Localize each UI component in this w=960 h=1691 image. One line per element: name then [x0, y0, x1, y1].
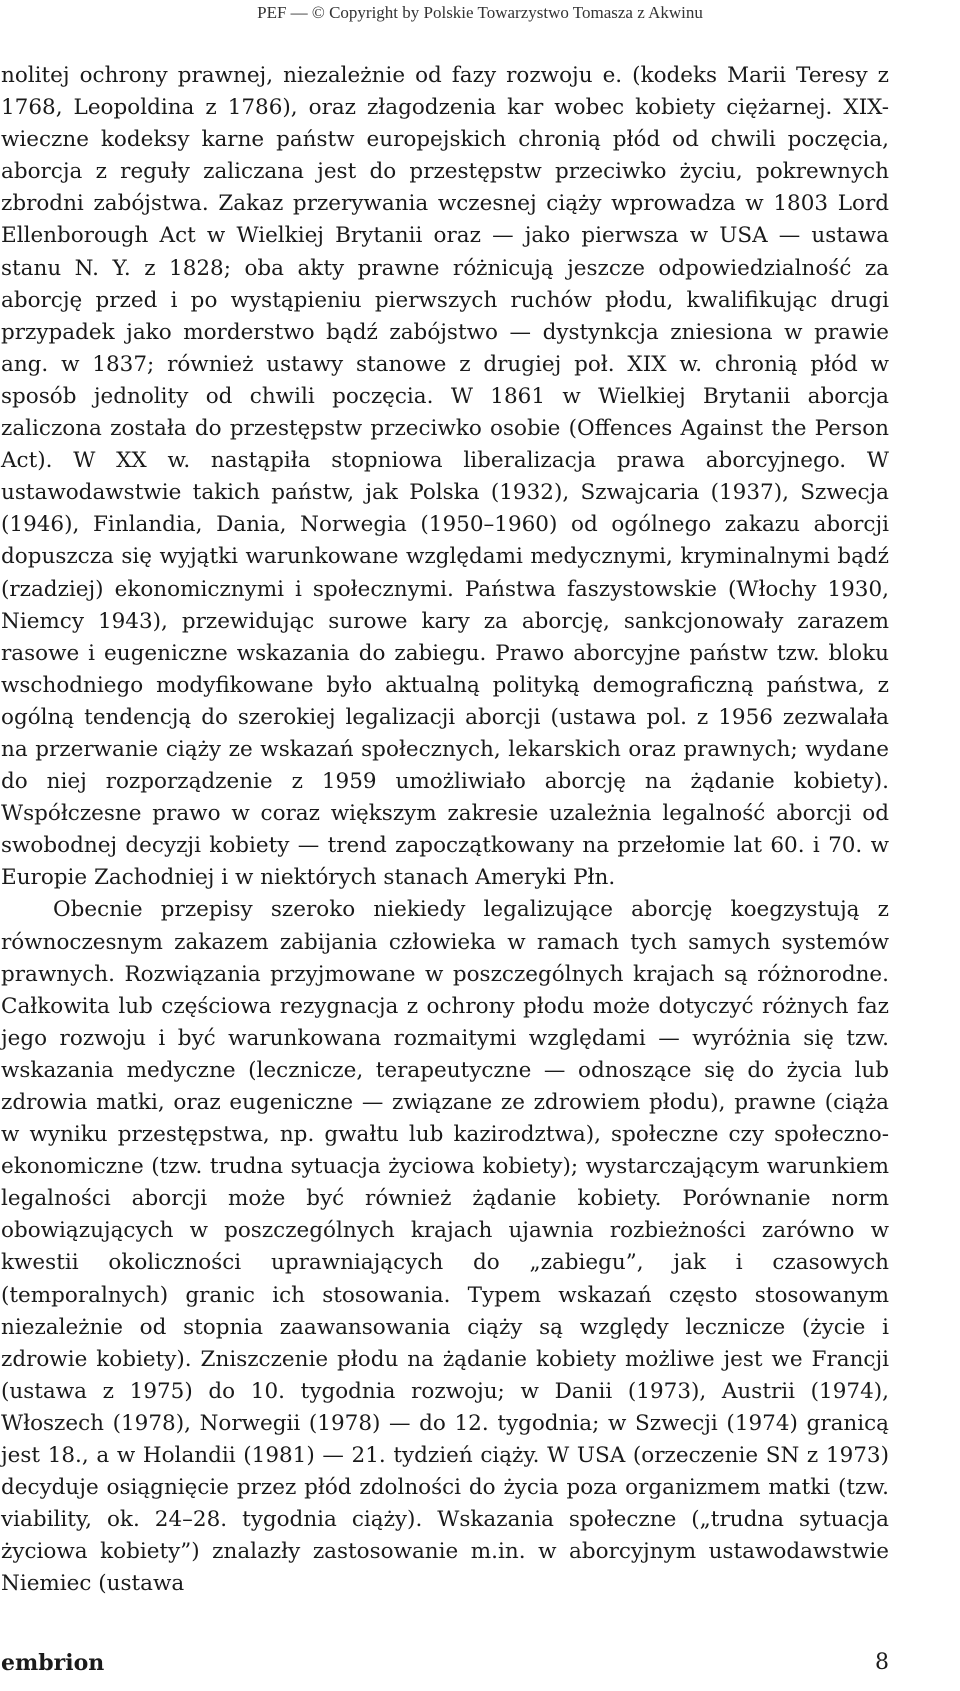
page-number: 8	[875, 1650, 889, 1675]
entry-word: embrion	[1, 1650, 105, 1676]
paragraph-1: nolitej ochrony prawnej, niezależnie od fazy rozwoju e. (kodeks Marii Teresy z 1768, Leopoldina z 1786), oraz złagodzenia kar wobec kobiety ciężarnej. XIX-wieczne kodeksy karne państw europejskich chronią płód od chwili poczęcia, aborcja z reguły zaliczana jest do przestępstw przeciwko życiu, pokrewnych zbrodni zabójstwa. Zakaz przerywania wczesnej ciąży wprowadza w 1803 Lord Ellenborough Act w Wielkiej Brytanii oraz — jako pierwsza w USA — ustawa stanu N. Y. z 1828; oba akty prawne różnicują jeszcze odpowiedzialność za aborcję przed i po wystąpieniu pierwszych ruchów płodu, kwalifikując drugi przypadek jako morderstwo bądź zabójstwo — dystynkcja zniesiona w prawie ang. w 1837; również ustawy stanowe z drugiej poł. XIX w. chronią płód w sposób jednolity od chwili poczęcia. W 1861 w Wielkiej Brytanii aborcja zaliczona została do przestępstw przeciwko osobie (Offences Against the Person Act). W XX w. nastąpiła stopniowa liberalizacja prawa aborcyjnego. W ustawodawstwie takich państw, jak Polska (1932), Szwajcaria (1937), Szwecja (1946), Finlandia, Dania, Norwegia (1950–1960) od ogólnego zakazu aborcji dopuszcza się wyjątki warunkowane względami medycznymi, kryminalnymi bądź (rzadziej) ekonomicznymi i społecznymi. Państwa faszystowskie (Włochy 1930, Niemcy 1943), przewidując surowe kary za aborcję, sankcjonowały zarazem rasowe i eugeniczne wskazania do zabiegu. Prawo aborcyjne państw tzw. bloku wschodniego modyfikowane było aktualną polityką demograficzną państwa, z ogólną tendencją do szerokiej legalizacji aborcji (ustawa pol. z 1956 zezwalała na przerwanie ciąży ze wskazań społecznych, lekarskich oraz prawnych; wydane do niej rozporządzenie z 1959 umożliwiało aborcję na żądanie kobiety). Współczesne prawo w coraz większym zakresie uzależnia legalność aborcji od swobodnej decyzji kobiety — trend zapoczątkowany na przełomie lat 60. i 70. w Europie Zachodniej i w niektórych stanach Ameryki Płn.	[1, 63, 889, 891]
page-footer	[1, 1647, 889, 1679]
page-header: PEF — © Copyright by Polskie Towarzystwo Tomasza z Akwinu	[257, 3, 703, 22]
paragraph-2: Obecnie przepisy szeroko niekiedy legalizujące aborcję koegzystują z równoczesnym zakazem zabijania człowieka w ramach tych samych systemów prawnych. Rozwiązania przyjmowane w poszczególnych krajach są różnorodne. Całkowita lub częściowa rezygnacja z ochrony płodu może dotyczyć różnych faz jego rozwoju i być warunkowana rozmaitymi względami — wyróżnia się tzw. wskazania medyczne (lecznicze, terapeutyczne — odnoszące się do życia lub zdrowia matki, oraz eugeniczne — związane ze zdrowiem płodu), prawne (ciąża w wyniku przestępstwa, np. gwałtu lub kazirodztwa), społeczne czy społeczno-ekonomiczne (tzw. trudna sytuacja życiowa kobiety); wystarczającym warunkiem legalności aborcji może być również żądanie kobiety. Porównanie norm obowiązujących w poszczególnych krajach ujawnia rozbieżności zarówno w kwestii okoliczności uprawniających do „zabiegu”, jak i czasowych (temporalnych) granic ich stosowania. Typem wskazań często stosowanym niezależnie od stopnia zaawansowania ciąży są względy lecznicze (życie i zdrowie kobiety). Zniszczenie płodu na żądanie kobiety możliwe jest we Francji (ustawa z 1975) do 10. tygodnia rozwoju; w Danii (1973), Austrii (1974), Włoszech (1978), Norwegii (1978) — do 12. tygodnia; w Szwecji (1974) granicą jest 18., a w Holandii (1981) — 21. tydzień ciąży. W USA (orzeczenie SN z 1973) decyduje osiągnięcie przez płód zdolności do życia poza organizmem matki (tzw. viability, ok. 24–28. tygodnia ciąży). Wskazania społeczne („trudna sytuacja życiowa kobiety”) znalazły zastosowanie m.in. w aborcyjnym ustawodawstwie Niemiec (ustawa	[1, 897, 889, 1597]
article-body	[1, 60, 889, 1601]
